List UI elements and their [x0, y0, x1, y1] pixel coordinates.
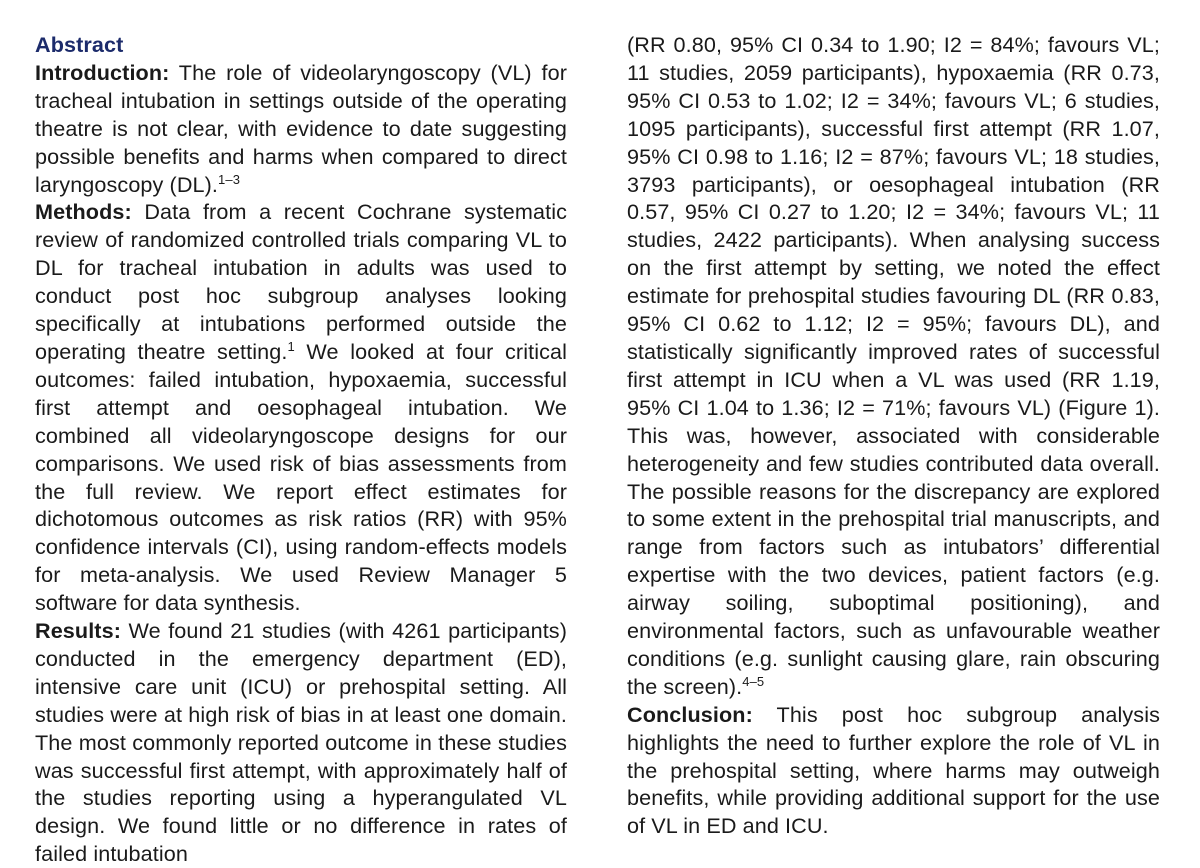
conclusion-section — [627, 701, 1160, 841]
methods-text-part2: We looked at four critical outcomes: failed intubation, hypoxaemia, successful first attempt and oesophageal intubation. We combined all videolaryngoscope designs for our comparisons. We used risk of bias assessments from the full review. We report effect estimates for dichotomous outcomes as risk ratios (RR) with 95% confidence intervals (CI), using random-effects models for meta-analysis. We used Review Manager 5 software for data synthesis. — [35, 338, 568, 616]
abstract-heading: Abstract — [35, 32, 124, 57]
introduction-section — [35, 59, 567, 199]
methods-label: Methods: — [35, 199, 132, 225]
results-text-left: We found 21 studies (with 4261 participants) conducted in the emergency department (ED), intensive care unit (ICU) or prehospital setting. All studies were at high risk of bias in at least one domain. The most commonly reported outcome in these studies was successful first attempt, with approximately half of the studies reporting using a hyperangulated VL design. We found little or no difference in rates of failed intubation — [35, 618, 567, 867]
results-label: Results: — [35, 618, 121, 644]
methods-section — [35, 198, 567, 617]
right-column — [627, 31, 1160, 840]
methods-reference: 1 — [287, 338, 295, 354]
left-column — [35, 31, 567, 868]
results-section-start — [35, 617, 567, 868]
results-section-continued — [627, 31, 1160, 701]
conclusion-text: This post hoc subgroup analysis highlights the need to further explore the role of VL in the prehospital setting, where harms may outweigh benefits, while providing additional support for the use of VL in ED and ICU. — [627, 701, 1160, 839]
introduction-text: The role of videolaryngoscopy (VL) for tracheal intubation in settings outside of the operating theatre is not clear, with evidence to date suggesting possible benefits and harms when compared to direct laryngoscopy (DL). — [35, 59, 567, 197]
introduction-reference: 1–3 — [218, 171, 241, 187]
results-text-right: (RR 0.80, 95% CI 0.34 to 1.90; I2 = 84%; favours VL; 11 studies, 2059 participants), hypoxaemia (RR 0.73, 95% CI 0.53 to 1.02; I2 = 34%; favours VL; 6 studies, 1095 participants), successful first attempt (RR 1.07, 95% CI 0.98 to 1.16; I2 = 87%; favours VL; 18 studies, 3793 participants), or oesophageal intubation (RR 0.57, 95% CI 0.27 to 1.20; I2 = 34%; favours VL; 11 studies, 2422 participants). When analysing success on the first attempt by setting, we noted the effect estimate for prehospital studies favouring DL (RR 0.83, 95% CI 0.62 to 1.12; I2 = 95%; favours DL), and statistically significantly improved rates of successful first attempt in ICU when a VL was used (RR 1.19, 95% CI 1.04 to 1.36; I2 = 71%; favours VL) (Figure 1). This was, however, associated with considerable heterogeneity and few studies contributed data overall. The possible reasons for the discrepancy are explored to some extent in the prehospital trial manuscripts, and range from factors such as intubators’ differential expertise with the two devices, patient factors (e.g. airway soiling, suboptimal positioning), and environmental factors, such as unfavourable weather conditions (e.g. sunlight causing glare, rain obscuring the screen). — [627, 32, 1160, 699]
conclusion-label: Conclusion: — [627, 701, 753, 727]
methods-text-part1: Data from a recent Cochrane systematic review of randomized controlled trials comparing VL to DL for tracheal intubation in adults was used to conduct post hoc subgroup analyses looking specifically at intubations performed outside the operating theatre setting. — [35, 199, 567, 364]
introduction-label: Introduction: — [35, 59, 170, 85]
results-reference: 4–5 — [742, 673, 765, 689]
